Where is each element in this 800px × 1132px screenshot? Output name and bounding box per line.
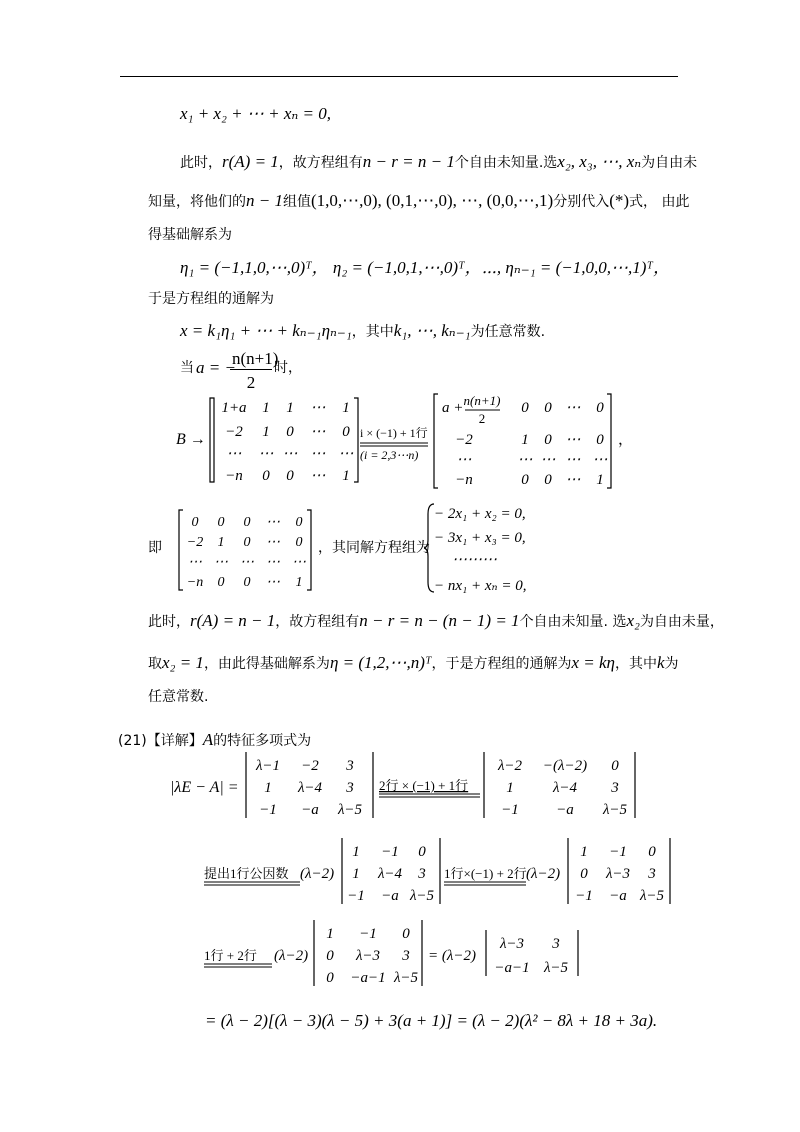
det-entries [326, 926, 418, 986]
left-bracket [434, 394, 438, 488]
matrix-entry: 0 [262, 468, 270, 484]
matrix-entry: λ−4 [377, 866, 403, 882]
matrix-entry: 0 [326, 948, 334, 964]
matrix-entry: ⋯ [310, 400, 326, 416]
system-lines [434, 506, 526, 594]
math: n − 1 [246, 191, 283, 210]
matrix-entry: −a [381, 888, 399, 904]
matrix-entry: ⋯ [266, 555, 280, 570]
text: 为自由未 [641, 155, 698, 171]
matrix-entry: 1 [580, 844, 588, 860]
fraction-bar [230, 369, 272, 370]
row-operation-top: i × (−1) + 1行 [360, 426, 428, 440]
matrix-entry: ⋯ [540, 452, 556, 468]
matrix-entry: ⋯ [310, 446, 326, 462]
matrix-entry: 3 [346, 758, 354, 774]
paragraph-basis-eta [148, 654, 679, 671]
math: x₂ = 1 [162, 653, 204, 672]
matrix-entry: ⋯ [310, 468, 326, 484]
matrix-entry: λ−5 [639, 888, 665, 904]
matrix-entry: 0 [402, 926, 410, 942]
matrix-entry: −a [556, 802, 574, 818]
matrix-entry: ⋯ [266, 515, 280, 530]
matrix-entry: λ−2 [497, 758, 523, 774]
matrix-entry: 3 [648, 866, 656, 882]
text: 式， 由此 [629, 194, 690, 210]
question-21-heading [118, 731, 311, 748]
system-line: − 2x₁ + x₂ = 0, [434, 506, 526, 522]
matrix-entry: 0 [217, 575, 225, 590]
equals-factor: = (λ−2) [428, 948, 476, 964]
matrix-entry: ⋯ [214, 555, 228, 570]
left-bracket [210, 398, 214, 482]
math: r(A) = 1 [222, 152, 279, 171]
matrix-entry: λ−3 [499, 936, 525, 952]
matrix-entry: 0 [580, 866, 588, 882]
matrix-entry: ⋯ [240, 555, 254, 570]
matrix-entry: 3 [552, 936, 560, 952]
matrix-entry: λ−4 [297, 780, 323, 796]
left-brace [424, 504, 434, 592]
right-bracket [354, 398, 358, 482]
matrix-b-entries [221, 400, 353, 484]
text: 为自由未量， [639, 614, 724, 630]
text: ，其中 [614, 656, 657, 672]
math: k [656, 653, 665, 672]
det-entries [575, 844, 664, 904]
text-equivalent-system: ，其同解方程组为 [318, 540, 430, 556]
matrix-entry: ⋯ [456, 452, 472, 468]
text-ji: 即 [148, 540, 162, 556]
equation-system [424, 500, 544, 596]
matrix-entry: ⋯ [565, 432, 581, 448]
matrix-entry: −n [186, 575, 204, 590]
text-basis: 得基础解系为 [148, 227, 232, 243]
final-result: = (λ − 2)[(λ − 3)(λ − 5) + 3(a + 1)] = (λ − 2)(λ² − 8λ + 18 + 3a). [205, 1011, 658, 1030]
matrix-reduced-entries [187, 515, 306, 590]
matrix-entry: 1 [352, 866, 360, 882]
matrix-entry: 0 [286, 424, 294, 440]
matrix-entry: 0 [286, 468, 294, 484]
row-operation: 1行×(−1) + 2行 [444, 866, 527, 881]
matrix-entry: 0 [342, 424, 350, 440]
text: ，于是方程组的通解为 [431, 656, 572, 672]
det-entries [255, 758, 363, 818]
matrix-entry: ⋯ [338, 446, 354, 462]
matrix-entry: −1 [381, 844, 399, 860]
text: 个自由未知量. 选 [519, 614, 627, 630]
matrix-entry: −1 [609, 844, 627, 860]
matrix-entry: 0 [243, 535, 251, 550]
right-bracket [607, 394, 611, 488]
text: 取 [148, 656, 162, 672]
matrix-entry: ⋯ [565, 400, 581, 416]
determinant-line-3 [200, 916, 600, 990]
matrix-entry: 1 [521, 432, 529, 448]
matrix-entry: ⋯ [565, 472, 581, 488]
matrix-entry: −2 [301, 758, 319, 774]
matrix-entry: −1 [359, 926, 377, 942]
matrix-entry: −1 [501, 802, 519, 818]
matrix-entry: 0 [326, 970, 334, 986]
matrix-entry: ⋯ [282, 446, 298, 462]
row-operation: 提出1行公因数 [204, 866, 289, 881]
basis-vectors: η₁ = (−1,1,0,⋯,0)ᵀ， η₂ = (−1,0,1,⋯,0)ᵀ，⋯, ηₙ₋₁ = (−1,0,0,⋯,1)ᵀ， [180, 258, 670, 277]
matrix-reduced [175, 508, 315, 592]
question-number: (21)【详解】 [118, 733, 203, 749]
matrix-entry: −a−1 [494, 960, 530, 976]
matrix-entry: 0 [544, 432, 552, 448]
header-rule [120, 76, 678, 77]
math: x = k₁η₁ + ⋯ + kₙ₋₁ηₙ₋₁ [180, 321, 352, 340]
text-general: 于是方程组的通解为 [148, 291, 274, 307]
matrix-entry: ⋯ [258, 446, 274, 462]
factor: (λ−2) [526, 866, 561, 882]
paragraph-rank-n-1 [148, 612, 724, 629]
system-line: − nx₁ + xₙ = 0, [434, 578, 527, 594]
when-denominator: 2 [246, 373, 256, 392]
matrix-entry: λ−5 [337, 802, 363, 818]
text: ，由此得基础解系为 [203, 656, 330, 672]
matrix-entry: 1 [264, 780, 272, 796]
math: k₁, ⋯, kₙ₋₁ [393, 321, 471, 340]
text: 组值 [282, 194, 311, 210]
math: η = (1,2,⋯,n)ᵀ [329, 653, 432, 672]
matrix-entry: 1 [506, 780, 514, 796]
text-arbitrary-constant: 任意常数. [148, 689, 209, 705]
text: 知量，将他们的 [148, 194, 246, 210]
matrix-entry: λ−1 [255, 758, 281, 774]
text-when: 当 [180, 360, 194, 376]
matrix-entry: 0 [191, 515, 199, 530]
text: 为任意常数. [470, 324, 546, 340]
matrix-entry: 0 [596, 400, 604, 416]
matrix-entry: λ−5 [409, 888, 435, 904]
text: 分别代入 [553, 194, 610, 210]
matrix-entry: 3 [346, 780, 354, 796]
text: ，其中 [351, 324, 394, 340]
text: 为 [664, 656, 679, 672]
matrix-entry: 0 [521, 400, 529, 416]
factor: (λ−2) [300, 866, 335, 882]
matrix-entry: λ−5 [393, 970, 419, 986]
matrix-entry: 0 [611, 758, 619, 774]
matrix-b-lead: B → [176, 431, 206, 448]
matrix-entry: 0 [596, 432, 604, 448]
system-line: − 3x₁ + x₃ = 0, [434, 530, 526, 546]
when-a: a = − [196, 358, 236, 377]
matrix-entry: −2 [225, 424, 243, 440]
matrix-entry: 1 [217, 535, 225, 550]
matrix-entry: 1 [295, 575, 303, 590]
paragraph-values [148, 192, 689, 209]
matrix-entry: 1 [596, 472, 604, 488]
math: x₂, x₃, ⋯, xₙ [557, 152, 642, 171]
text: ，故方程组有 [275, 614, 360, 630]
row-operation: 1行 + 2行 [204, 948, 257, 963]
matrix-entry: ⋯ [592, 452, 608, 468]
factor: (λ−2) [274, 948, 309, 964]
matrix-entry: 1 [342, 400, 350, 416]
matrix-entry: 0 [243, 515, 251, 530]
matrix-entry: −n [455, 472, 473, 488]
right-bracket [307, 510, 311, 590]
matrix-entry: λ−3 [605, 866, 631, 882]
matrix-entry: 0 [295, 515, 303, 530]
matrix-entry: 3 [611, 780, 619, 796]
math: (*) [609, 191, 630, 210]
matrix-entry: 3 [418, 866, 426, 882]
matrix-entry: 0 [544, 472, 552, 488]
matrix-entry: a + [442, 400, 464, 416]
row-operation-bottom: (i = 2,3⋯n) [360, 448, 419, 462]
matrix-entry: −2 [455, 432, 473, 448]
row-operation: 2行 × (−1) + 1行 [379, 778, 469, 793]
system-line: ⋯⋯⋯ [452, 552, 497, 568]
matrix-entry-numerator: n(n+1) [463, 393, 501, 408]
matrix-entry: ⋯ [188, 555, 202, 570]
when-numerator: n(n+1) [232, 349, 279, 368]
text: 的特征多项式为 [213, 733, 312, 749]
matrix-entry: 1 [262, 424, 270, 440]
matrix-entry: ⋯ [517, 452, 533, 468]
math: r(A) = n − 1 [190, 611, 276, 630]
matrix-entry: −1 [259, 802, 277, 818]
determinant-line-2 [200, 834, 680, 908]
text: 此时， [180, 155, 222, 171]
matrix-entry: 0 [544, 400, 552, 416]
matrix-entry: 1 [342, 468, 350, 484]
matrix-entry-denominator: 2 [478, 411, 486, 426]
matrix-entry: λ−4 [552, 780, 578, 796]
matrix-entry: λ−5 [543, 960, 569, 976]
matrix-entry: −a [301, 802, 319, 818]
math: n − r = n − 1 [362, 152, 455, 171]
determinant-line-1 [160, 748, 650, 822]
text: 此时， [148, 614, 190, 630]
matrix-entry: 0 [418, 844, 426, 860]
matrix-entry: ⋯ [310, 424, 326, 440]
det-lhs: |λE − A| = [170, 779, 239, 796]
matrix-entry: −(λ−2) [542, 758, 588, 774]
matrix-entry: 0 [521, 472, 529, 488]
det-entries [494, 936, 568, 976]
sum-equation: x₁ + x₂ + ⋯ + xₙ = 0, [180, 104, 331, 123]
matrix-entry: 1 [286, 400, 294, 416]
math: n − r = n − (n − 1) = 1 [359, 611, 520, 630]
det-entries [497, 758, 628, 818]
matrix-entry: 0 [648, 844, 656, 860]
matrix-entry: λ−3 [355, 948, 381, 964]
math: A [202, 730, 214, 749]
matrix-entry: ⋯ [292, 555, 306, 570]
matrix-entry: 0 [217, 515, 225, 530]
matrix-entry: −a [609, 888, 627, 904]
det-entries [347, 844, 434, 904]
matrix-entry: −a−1 [350, 970, 386, 986]
matrix-entry: 0 [295, 535, 303, 550]
matrix-entry: 1 [262, 400, 270, 416]
matrix-entry: −n [225, 468, 243, 484]
matrix-b-transform [170, 388, 640, 494]
matrix-entry: 3 [402, 948, 410, 964]
matrix-entry: ⋯ [266, 575, 280, 590]
comma: ， [618, 432, 634, 448]
general-solution [180, 322, 545, 339]
text: ，故方程组有 [278, 155, 363, 171]
matrix-entry: 1+a [221, 400, 247, 416]
matrix-entry: ⋯ [226, 446, 242, 462]
matrix-entry: −1 [575, 888, 593, 904]
matrix-entry: −1 [347, 888, 365, 904]
paragraph-rank-1 [180, 153, 697, 170]
matrix-entry: 1 [352, 844, 360, 860]
matrix-entry: λ−5 [602, 802, 628, 818]
matrix-entry: −2 [186, 535, 204, 550]
math: (1,0,⋯,0), (0,1,⋯,0), ⋯, (0,0,⋯,1) [310, 191, 554, 210]
text-when-end: 时， [274, 360, 302, 376]
matrix-entry: ⋯ [266, 535, 280, 550]
matrix-entry: ⋯ [565, 452, 581, 468]
math: x = kη [571, 653, 615, 672]
text: 个自由未知量.选 [454, 155, 558, 171]
matrix-entry: 1 [326, 926, 334, 942]
left-bracket [179, 510, 183, 590]
math: x₂ [626, 611, 640, 630]
matrix-entry: 0 [243, 575, 251, 590]
